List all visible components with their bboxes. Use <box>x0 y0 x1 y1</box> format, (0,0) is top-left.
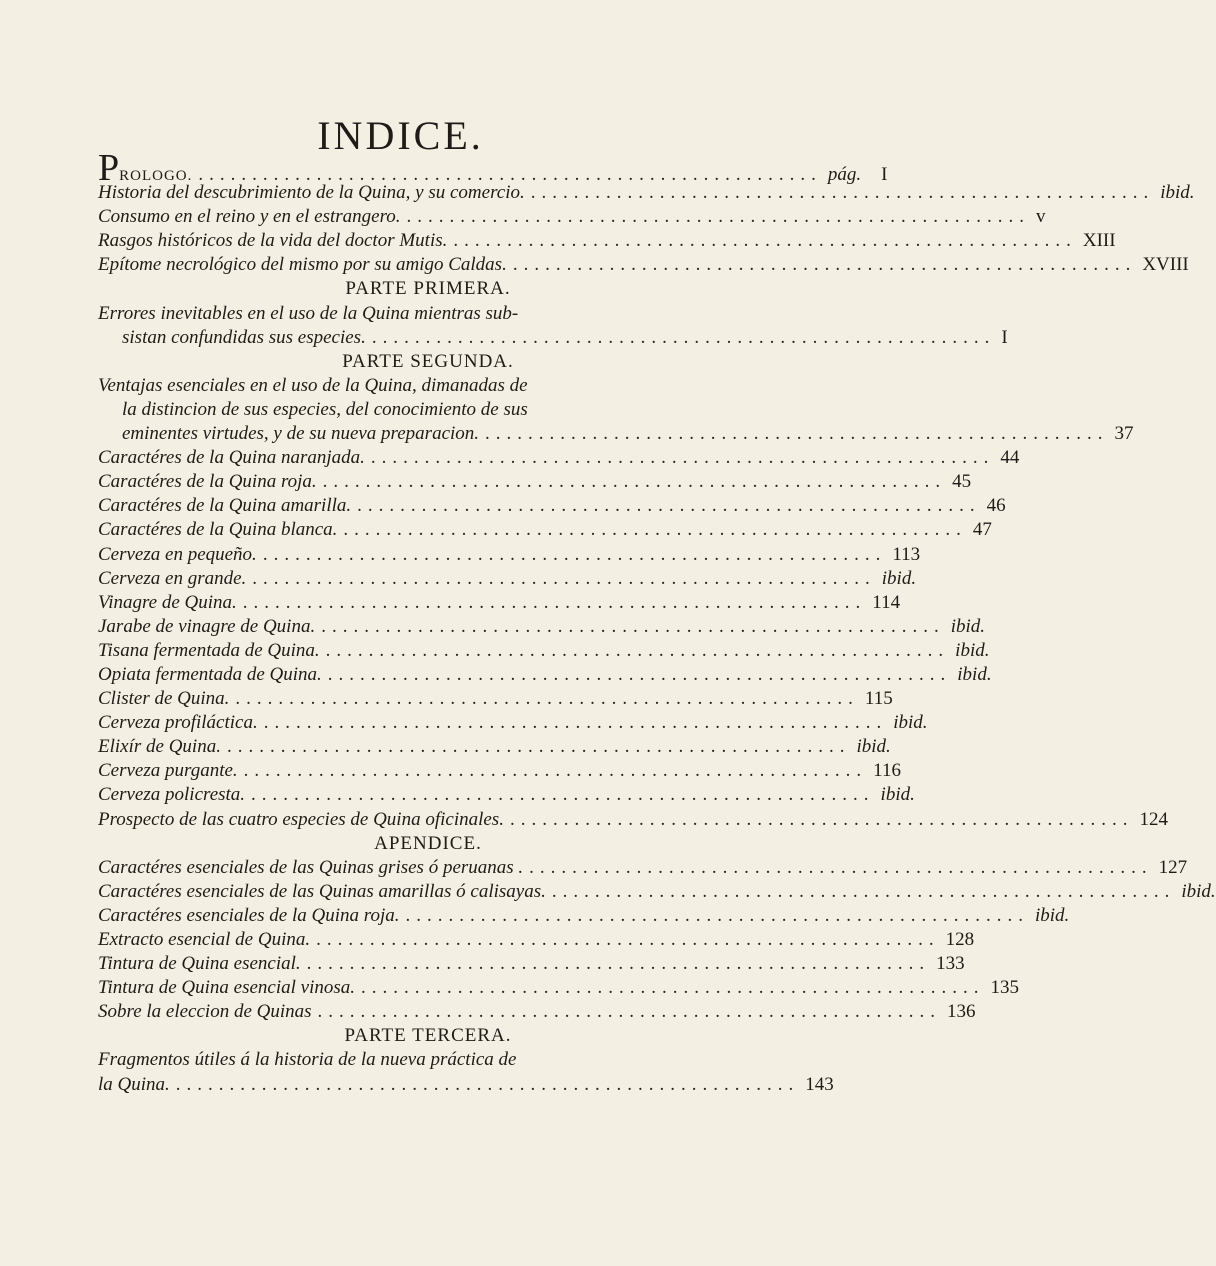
index-entry <box>98 254 1189 278</box>
leader-dots: .......................................................... <box>361 977 985 999</box>
index-entry <box>98 784 915 808</box>
leader-dots: .......................................................... <box>243 760 868 782</box>
entry-text: Caractéres de la Quina naranjada. <box>98 447 365 469</box>
page-number: ibid. <box>880 784 915 806</box>
leader-dots: .......................................................... <box>226 736 851 758</box>
entry-text: Caractéres de la Quina roja. <box>98 471 317 493</box>
leader-dots: .......................................................... <box>453 230 1077 252</box>
leader-dots: .......................................................... <box>327 663 952 685</box>
entry-text: Jarabe de vinagre de Quina. <box>98 615 316 637</box>
page-number: ibid. <box>881 567 917 589</box>
entry-text: Rasgos históricos de la vida del doctor Mutis. <box>98 230 448 252</box>
leader-dots: .......................................................... <box>316 929 940 950</box>
index-entry <box>98 567 917 592</box>
leader-dots: .......................................................... <box>325 639 950 661</box>
section-heading-parte-primera: PARTE PRIMERA. <box>345 278 511 300</box>
entry-text: Cerveza purgante. <box>98 760 238 782</box>
leader-dots: .......................................................... <box>317 1001 942 1023</box>
index-entry <box>98 760 901 784</box>
entry-text: Fragmentos útiles á la historia de la nueva práctica de <box>98 1049 517 1071</box>
page-number: ibid. <box>1160 182 1195 204</box>
index-entry <box>98 471 972 495</box>
page-number: 46 <box>986 495 1006 517</box>
entry-text: Consumo en el reino y en el estrangero. <box>98 206 401 228</box>
entry-text: la Quina. <box>98 1073 170 1095</box>
entry-text: eminentes virtudes, y de su nueva preparacion. <box>122 423 480 445</box>
entry-text: Caractéres de la Quina blanca. <box>98 519 338 541</box>
page-number: 136 <box>947 1001 976 1023</box>
index-entry <box>98 904 1070 929</box>
leader-dots: .......................................................... <box>371 326 996 348</box>
index-entry <box>98 688 893 712</box>
section-heading-parte-tercera: PARTE TERCERA. <box>344 1025 512 1047</box>
index-entry <box>98 182 1195 206</box>
index-entry <box>98 326 1008 351</box>
entry-text: Elixír de Quina. <box>98 736 221 758</box>
index-entry <box>98 206 1046 230</box>
entry-text: Caractéres esenciales de las Quinas grises ó peruanas . <box>98 856 524 878</box>
page-number: 44 <box>1000 447 1020 469</box>
entry-text: Clister de Quina. <box>98 688 230 710</box>
page-title: INDICE. <box>317 113 484 158</box>
leader-dots: .......................................................... <box>357 495 981 517</box>
page-number: 115 <box>864 688 893 710</box>
index-entry <box>98 953 965 977</box>
leader-dots: .......................................................... <box>242 591 867 613</box>
leader-dots: .......................................................... <box>512 254 1137 276</box>
leader-dots: .......................................................... <box>406 206 1031 228</box>
entry-text: Tisana fermentada de Quina. <box>98 639 320 661</box>
index-entry <box>98 591 901 616</box>
index-entry <box>98 1001 976 1025</box>
index-entry <box>98 230 1116 254</box>
page-number: XVIII <box>1142 254 1189 276</box>
leader-dots: .......................................................... <box>551 880 1176 902</box>
page-number: 124 <box>1139 808 1168 830</box>
entry-text: Opiata fermentada de Quina. <box>98 663 322 685</box>
entry-text: Tintura de Quina esencial. <box>98 953 301 975</box>
page-number: ibid. <box>1181 880 1216 902</box>
index-entry <box>98 1073 834 1098</box>
page-number: ibid. <box>856 736 891 758</box>
index-entry <box>98 880 1216 905</box>
page-number: 45 <box>952 471 972 493</box>
page-number: XIII <box>1082 230 1116 252</box>
leader-dots: .......................................................... <box>306 953 931 975</box>
entries-apendice <box>98 856 1216 1026</box>
index-entry <box>98 543 921 568</box>
page-number: 135 <box>990 977 1020 999</box>
leader-dots: .......................................................... <box>321 615 945 637</box>
page-number: ibid. <box>955 639 990 661</box>
entry-text: Caractéres esenciales de las Quinas amarillas ó calisayas. <box>98 880 546 902</box>
section-heading-parte-segunda: PARTE SEGUNDA. <box>342 350 514 372</box>
leader-dots: .......................................................... <box>175 1073 800 1095</box>
index-entry-continued <box>98 303 758 327</box>
index-entry <box>98 639 990 664</box>
leader-dots: .......................................................... <box>370 447 995 469</box>
entry-text: Cerveza en pequeño. <box>98 543 257 565</box>
page-number: 143 <box>805 1073 834 1095</box>
leader-dots: .......................................................... <box>485 423 1109 445</box>
entry-text: Cerveza profiláctica. <box>98 712 258 734</box>
page-number: 47 <box>972 519 992 541</box>
index-entry <box>98 495 1006 519</box>
entry-text: sistan confundidas sus especies. <box>122 326 366 348</box>
page-number: 113 <box>892 543 921 565</box>
index-entry <box>98 977 1020 1001</box>
page-number: 133 <box>936 953 965 975</box>
page-number: ibid. <box>1035 904 1070 926</box>
entry-text: Caractéres de la Quina amarilla. <box>98 495 352 517</box>
index-entry-continued <box>98 399 758 423</box>
leader-dots: .......................................................... <box>322 471 947 493</box>
index-entry <box>98 808 1168 833</box>
entry-text: Historia del descubrimiento de la Quina, y su comercio. <box>98 182 525 204</box>
entry-text: Tintura de Quina esencial vinosa. <box>98 977 356 999</box>
page-number: 116 <box>873 760 901 782</box>
index-entry <box>98 447 1020 471</box>
section-heading-apendice: APENDICE. <box>374 832 482 854</box>
leader-dots: .......................................................... <box>251 784 875 806</box>
index-entry <box>98 712 928 736</box>
index-entry <box>98 519 992 543</box>
entry-text: Prospecto de las cuatro especies de Quina oficinales. <box>98 808 504 830</box>
page-number: I <box>881 164 888 185</box>
index-entry <box>98 929 975 953</box>
entry-text: Cerveza policresta. <box>98 784 246 806</box>
leader-dots: .......................................................... <box>198 164 822 185</box>
entries-parte-segunda <box>98 447 1168 833</box>
index-entry <box>98 856 1188 881</box>
page-number: 127 <box>1158 856 1188 878</box>
leader-dots: .......................................................... <box>530 182 1155 204</box>
leader-dots: .......................................................... <box>529 856 1153 878</box>
page-number: ibid. <box>957 663 992 685</box>
leader-dots: .......................................................... <box>343 519 967 541</box>
leader-dots: .......................................................... <box>405 904 1029 926</box>
index-entry <box>98 663 992 688</box>
entry-text: Caractéres esenciales de la Quina roja. <box>98 904 400 926</box>
index-content <box>98 147 1216 1098</box>
prologo-label: ROLOGO. <box>119 168 193 184</box>
page-number: 114 <box>872 591 901 613</box>
page-number: I <box>1001 326 1008 348</box>
entry-text: Vinagre de Quina. <box>98 591 237 613</box>
entry-text: la distincion de sus especies, del conocimiento de sus <box>122 398 528 420</box>
entry-text: Sobre la eleccion de Quinas <box>98 1001 312 1023</box>
entry-text: Epítome necrológico del mismo por su amigo Caldas. <box>98 254 507 276</box>
entries-introduction <box>98 182 1195 278</box>
entry-text: Cerveza en grande. <box>98 567 247 589</box>
index-entry <box>98 615 986 640</box>
index-entry-continued <box>98 375 758 399</box>
index-entry-prologo <box>98 147 888 189</box>
drop-cap: P <box>98 147 120 189</box>
leader-dots: .......................................................... <box>509 808 1134 830</box>
page-number: ibid. <box>893 712 928 734</box>
pag-label: pág. <box>827 164 862 185</box>
index-entry-continued <box>98 1049 758 1073</box>
page-number: ibid. <box>950 615 986 637</box>
entry-text: Extracto esencial de Quina. <box>98 929 311 950</box>
entry-text: Ventajas esenciales en el uso de la Quina, dimanadas de <box>98 374 528 396</box>
index-entry <box>98 736 891 760</box>
leader-dots: .......................................................... <box>262 543 887 565</box>
index-entry <box>98 423 1134 447</box>
entry-text: Errores inevitables en el uso de la Quina mientras sub- <box>98 302 519 324</box>
leader-dots: .......................................................... <box>263 712 888 734</box>
page-number: v <box>1036 206 1046 228</box>
page-number: 37 <box>1114 423 1134 445</box>
leader-dots: .......................................................... <box>252 567 876 589</box>
leader-dots: .......................................................... <box>235 688 859 710</box>
page-number: 128 <box>945 929 975 950</box>
